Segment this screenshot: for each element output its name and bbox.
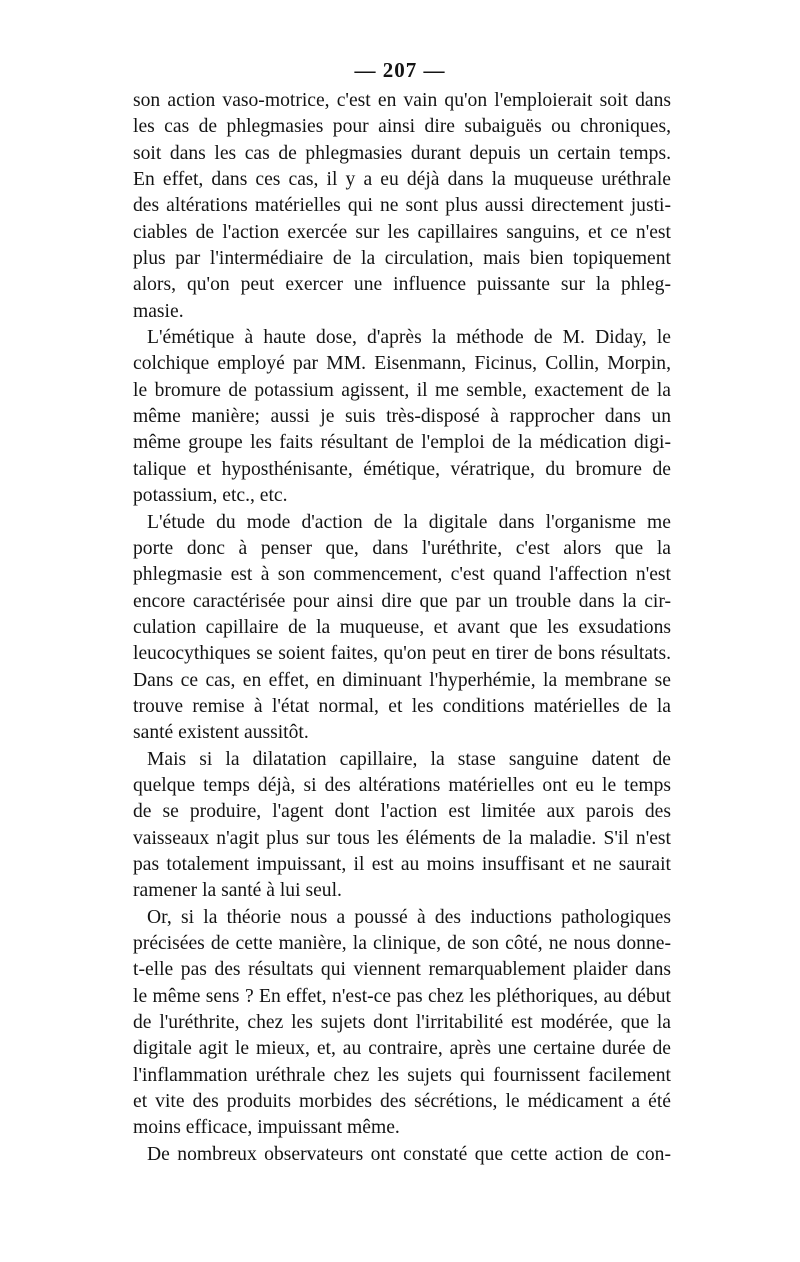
text-line: trouve remise à l'état normal, et les conditions matérielles de la (133, 695, 671, 717)
text-line: même groupe les faits résultant de l'emploi de la médication digi- (133, 432, 671, 454)
text-line: Or, si la théorie nous a poussé à des inductions pathologiques (147, 906, 671, 928)
text-line: De nombreux observateurs ont constaté que cette action de con- (147, 1143, 671, 1165)
text-line: t-elle pas des résultats qui viennent remarquablement plaider dans (133, 959, 671, 981)
text-line: Mais si la dilatation capillaire, la stase sanguine datent de (147, 748, 671, 770)
text-line: potassium, etc., etc. (133, 485, 288, 507)
text-line: culation capillaire de la muqueuse, et avant que les exsudations (133, 616, 671, 638)
text-line: l'inflammation uréthrale chez les sujets qui fournissent facilement (133, 1064, 671, 1086)
text-line: alors, qu'on peut exercer une influence puissante sur la phleg- (133, 274, 671, 296)
text-line: santé existent aussitôt. (133, 722, 309, 744)
text-line: ramener la santé à lui seul. (133, 880, 342, 902)
text-line: les cas de phlegmasies pour ainsi dire subaiguës ou chroniques, (133, 116, 671, 138)
text-line: précisées de cette manière, la clinique, de son côté, ne nous donne- (133, 933, 671, 954)
body-text (133, 88, 671, 1168)
text-line: digitale agit le mieux, et, au contraire, après une certaine durée de (133, 1038, 671, 1060)
text-line: de se produire, l'agent dont l'action est limitée aux parois des (133, 801, 671, 823)
text-line: quelque temps déjà, si des altérations matérielles ont eu le temps (133, 774, 671, 796)
text-line: et vite des produits morbides des sécrétions, le médicament a été (133, 1091, 671, 1113)
text-line: masie. (133, 300, 184, 322)
text-line: soit dans les cas de phlegmasies durant depuis un certain temps. (133, 142, 671, 164)
text-line: le même sens ? En effet, n'est-ce pas chez les pléthoriques, au début (133, 985, 671, 1007)
text-line: Dans ce cas, en effet, en diminuant l'hyperhémie, la membrane se (133, 669, 671, 691)
text-line: phlegmasie est à son commencement, c'est quand l'affection n'est (133, 564, 671, 586)
text-line: encore caractérisée pour ainsi dire que par un trouble dans la cir- (133, 590, 671, 612)
text-line: le bromure de potassium agissent, il me semble, exactement de la (133, 379, 671, 401)
text-line: talique et hyposthénisante, émétique, vératrique, du bromure de (133, 458, 671, 480)
text-line: moins efficace, impuissant même. (133, 1117, 400, 1139)
text-line: leucocythiques se soient faites, qu'on peut en tirer de bons résultats. (133, 643, 671, 665)
text-line: L'étude du mode d'action de la digitale dans l'organisme me (147, 511, 671, 533)
text-line: son action vaso-motrice, c'est en vain qu'on l'emploierait soit dans (133, 90, 671, 111)
page-number: — 207 — (354, 58, 446, 82)
text-line: même manière; aussi je suis très-disposé à rapprocher dans un (133, 406, 671, 428)
text-line: colchique employé par MM. Eisenmann, Ficinus, Collin, Morpin, (133, 353, 671, 375)
text-line: pas totalement impuissant, il est au moins insuffisant et ne saurait (133, 853, 671, 875)
text-line: plus par l'intermédiaire de la circulation, mais bien topiquement (133, 248, 671, 270)
text-line: porte donc à penser que, dans l'uréthrite, c'est alors que la (133, 537, 671, 559)
text-line: de l'uréthrite, chez les sujets dont l'irritabilité est modérée, que la (133, 1012, 671, 1034)
text-line: des altérations matérielles qui ne sont plus aussi directement justi- (133, 195, 671, 217)
text-line: L'émétique à haute dose, d'après la méthode de M. Diday, le (147, 327, 671, 349)
text-line: vaisseaux n'agit plus sur tous les éléments de la maladie. S'il n'est (133, 827, 671, 849)
text-line: ciables de l'action exercée sur les capillaires sanguins, et ce n'est (133, 221, 671, 243)
text-line: En effet, dans ces cas, il y a eu déjà dans la muqueuse uréthrale (133, 169, 671, 191)
